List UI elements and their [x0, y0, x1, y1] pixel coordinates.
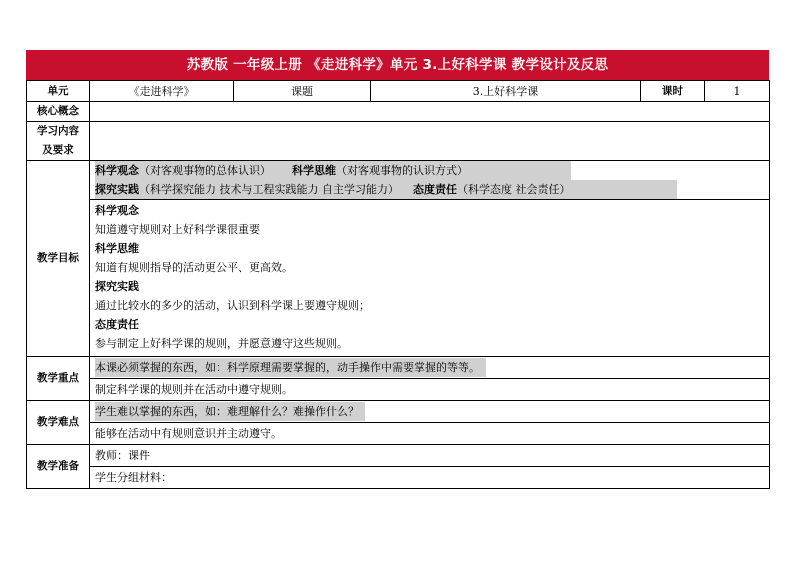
lesson-plan-table [26, 80, 770, 489]
goal-text-practice: 通过比较水的多少的活动，认识到科学课上要遵守规则； [95, 299, 370, 312]
learning-label-line1: 学习内容 [37, 125, 79, 137]
goals-detail-row [27, 200, 770, 357]
key-points-value-row [27, 379, 770, 401]
preparation-teacher-cell [90, 445, 770, 467]
goal-text-thinking: 知道有规则指导的活动更公平、更高效。 [95, 261, 293, 274]
key-points-label: 教学重点 [27, 357, 90, 401]
goals-summary [90, 161, 770, 200]
difficulties-hint-cell [90, 401, 770, 423]
goals-detail [90, 200, 770, 357]
goals-summary-line1-highlight [95, 161, 571, 180]
goals-summary-line1 [90, 161, 769, 180]
goal-text-attitude: 参与制定上好科学课的规则，并愿意遵守这些规则。 [95, 337, 348, 350]
key-points-hint-row [27, 357, 770, 379]
summary-attitude-desc: （科学态度 社会责任） [457, 183, 571, 196]
preparation-students-cell [90, 467, 770, 489]
lesson-plan-sheet [26, 50, 769, 489]
topic-value: 3.上好科学课 [371, 81, 641, 102]
goal-text-concept: 知道遵守规则对上好科学课很重要 [95, 223, 260, 236]
unit-value: 《走进科学》 [90, 81, 234, 102]
difficulties-label: 教学难点 [27, 401, 90, 445]
difficulties-hint-row [27, 401, 770, 423]
summary-inquiry-practice-desc: （科学探究能力 技术与工程实践能力 自主学习能力） [139, 183, 399, 196]
preparation-students-row [27, 467, 770, 489]
preparation-label: 教学准备 [27, 445, 90, 489]
preparation-teacher: 教师：课件 [95, 449, 150, 462]
summary-science-concept: 科学观念 [95, 164, 139, 177]
period-label: 课时 [641, 81, 705, 102]
difficulties-value-cell [90, 423, 770, 445]
goal-heading-attitude: 态度责任 [95, 318, 139, 331]
header-row [27, 81, 770, 102]
core-concept-value [90, 102, 770, 122]
difficulties-value: 能够在活动中有规则意识并主动遵守。 [95, 427, 282, 440]
preparation-teacher-row [27, 445, 770, 467]
learning-row [27, 122, 770, 161]
key-points-hint-cell [90, 357, 770, 379]
difficulties-value-row [27, 423, 770, 445]
unit-label: 单元 [27, 81, 90, 102]
learning-label [27, 122, 90, 161]
summary-inquiry-practice: 探究实践 [95, 183, 139, 196]
goals-label: 教学目标 [27, 161, 90, 357]
key-points-value: 制定科学课的规则并在活动中遵守规则。 [95, 383, 293, 396]
goal-heading-practice: 探究实践 [95, 280, 139, 293]
summary-attitude: 态度责任 [413, 183, 457, 196]
goal-heading-concept: 科学观念 [95, 204, 139, 217]
learning-value [90, 122, 770, 161]
topic-label: 课题 [234, 81, 371, 102]
core-concept-label: 核心概念 [27, 102, 90, 122]
preparation-students: 学生分组材料： [95, 471, 172, 484]
core-concept-row [27, 102, 770, 122]
learning-label-line2: 及要求 [42, 144, 74, 156]
summary-science-thinking: 科学思维 [291, 164, 336, 177]
period-value: 1 [705, 81, 770, 102]
goals-summary-line2-highlight [95, 180, 677, 199]
goal-heading-thinking: 科学思维 [95, 242, 139, 255]
goals-summary-row [27, 161, 770, 200]
summary-science-thinking-desc: （对客观事物的认识方式） [335, 164, 468, 177]
difficulties-hint: 学生难以掌握的东西，如：难理解什么？难操作什么？ [95, 402, 365, 421]
key-points-hint: 本课必须掌握的东西，如：科学原理需要掌握的，动手操作中需要掌握的等等。 [95, 358, 486, 377]
key-points-value-cell [90, 379, 770, 401]
summary-science-concept-desc: （对客观事物的总体认识） [139, 164, 271, 177]
banner-title: 苏教版 一年级上册 《走进科学》单元 3.上好科学课 教学设计及反思 [26, 50, 769, 80]
goals-summary-line2 [90, 180, 769, 199]
